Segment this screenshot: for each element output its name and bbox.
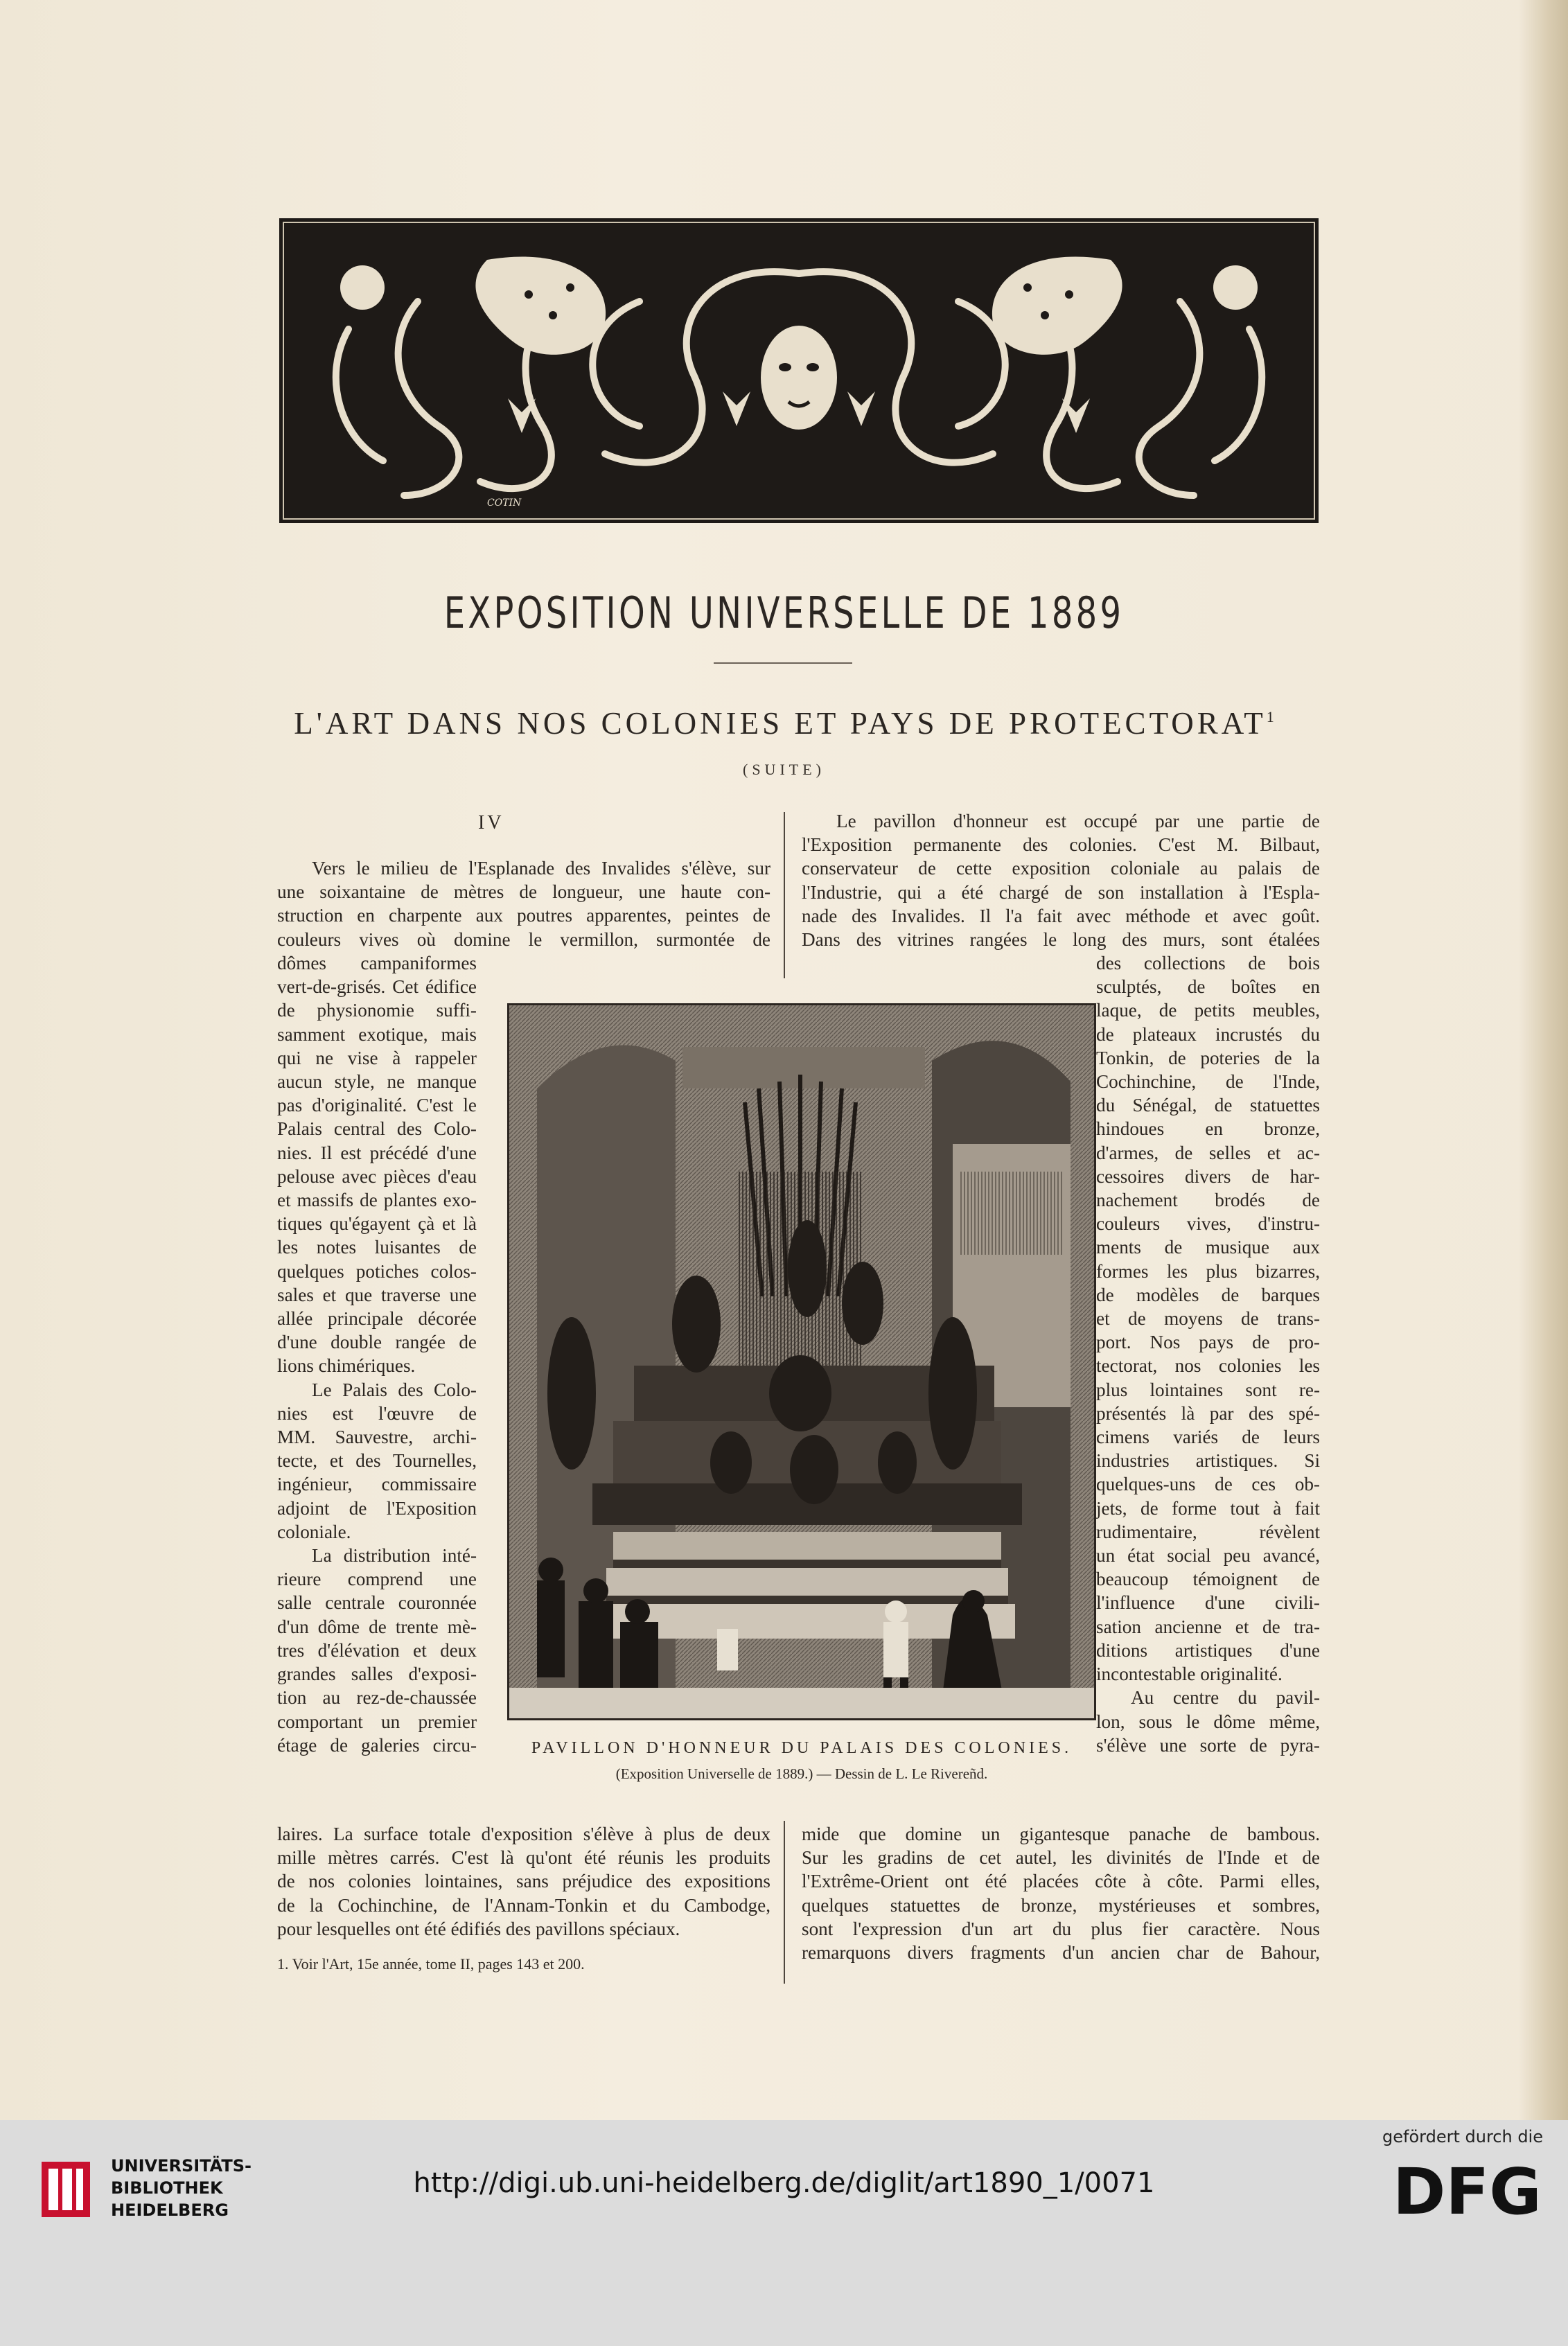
text-line: l'Industrie, qui a été chargé de son installation à l'Espla- bbox=[802, 881, 1320, 903]
text-line: Au centre du pavil- bbox=[1131, 1687, 1320, 1709]
figure-engraving bbox=[507, 1003, 1096, 1720]
section-number: IV bbox=[478, 812, 504, 834]
right-column-top bbox=[802, 809, 1320, 951]
text-line: struction en charpente aux poutres apparentes, peintes de bbox=[277, 905, 770, 926]
text-line: pas d'originalité. C'est le bbox=[277, 1095, 477, 1116]
subtitle-footnote-mark: 1 bbox=[1266, 708, 1274, 725]
text-line: hindoues en bronze, bbox=[1096, 1118, 1320, 1140]
figure-caption: PAVILLON D'HONNEUR DU PALAIS DES COLONIES. bbox=[531, 1739, 1073, 1757]
text-line: cimens variés de leurs bbox=[1096, 1427, 1320, 1448]
text-line: de physionomie suffi- bbox=[277, 1000, 477, 1021]
text-line: grandes salles d'exposi- bbox=[277, 1664, 477, 1685]
text-line: rudimentaire, révèlent bbox=[1096, 1521, 1320, 1542]
dfg-logo-icon bbox=[1393, 2158, 1545, 2221]
right-column-bottom bbox=[802, 1822, 1320, 1964]
engraver-signature: COTIN bbox=[487, 497, 522, 509]
text-line: formes les plus bizarres, bbox=[1096, 1260, 1320, 1282]
page-edge-shadow bbox=[1519, 0, 1568, 2120]
text-line: incontestable originalité. bbox=[1096, 1664, 1283, 1685]
subtitle-text: L'ART DANS NOS COLONIES ET PAYS DE PROTECTORAT bbox=[294, 706, 1267, 741]
text-line: industries artistiques. Si bbox=[1096, 1450, 1320, 1472]
left-column-bottom bbox=[277, 1822, 770, 1941]
text-line: vert-de-grisés. Cet édifice bbox=[277, 976, 477, 998]
text-line: pour lesquelles ont été édifiés des pavillons spéciaux. bbox=[277, 1918, 680, 1939]
text-line: l'Exposition permanente des colonies. C'est M. Bilbaut, bbox=[802, 834, 1320, 856]
text-line: Le pavillon d'honneur est occupé par une partie de bbox=[836, 811, 1320, 831]
text-line: qui ne vise à rappeler bbox=[277, 1047, 477, 1068]
text-line: port. Nos pays de pro- bbox=[1096, 1332, 1320, 1353]
right-column-narrow bbox=[1096, 951, 1320, 1757]
text-line: aucun style, ne manque bbox=[277, 1071, 477, 1093]
text-line: rieure comprend une bbox=[277, 1569, 477, 1590]
text-line: Vers le milieu de l'Esplanade des Invalides s'élève, sur bbox=[312, 858, 770, 879]
text-line: Sur les gradins de cet autel, les divinités de l'Inde et de bbox=[802, 1847, 1320, 1869]
text-line: beaucoup témoignent de bbox=[1096, 1569, 1320, 1590]
text-line: nade des Invalides. Il l'a fait avec méthode et avec goût. bbox=[802, 905, 1320, 926]
text-line: mille mètres carrés. C'est là qu'ont été réunis les produits bbox=[277, 1847, 770, 1869]
text-line: du Sénégal, de statuettes bbox=[1096, 1095, 1320, 1116]
column-divider-bottom bbox=[784, 1821, 785, 1984]
text-line: ingénieur, commissaire bbox=[277, 1474, 477, 1495]
text-line: adjoint de l'Exposition bbox=[277, 1497, 477, 1519]
text-line: laque, de petits meubles, bbox=[1096, 1000, 1320, 1021]
text-line: nies. Il est précédé d'une bbox=[277, 1142, 477, 1163]
text-line: Le Palais des Colo- bbox=[312, 1379, 477, 1400]
text-line: étage de galeries circu- bbox=[277, 1734, 477, 1756]
text-line: une soixantaine de mètres de longueur, une haute con- bbox=[277, 881, 770, 903]
text-line: lions chimériques. bbox=[277, 1355, 416, 1377]
ornament-engraving bbox=[279, 218, 1319, 523]
pavilion-illustration bbox=[509, 1005, 1096, 1720]
text-line: La distribution inté- bbox=[312, 1545, 477, 1567]
text-line: et massifs de plantes exo- bbox=[277, 1190, 477, 1211]
library-name-line: BIBLIOTHEK bbox=[111, 2178, 223, 2198]
text-line: remarquons divers fragments d'un ancien char de Bahour, bbox=[802, 1942, 1320, 1964]
left-column-top bbox=[277, 856, 770, 951]
text-line: comportant un premier bbox=[277, 1711, 477, 1732]
text-line: de modèles de barques bbox=[1096, 1284, 1320, 1305]
continuation-label: (SUITE) bbox=[743, 761, 825, 778]
text-line: tiques qu'égayent çà et là bbox=[277, 1213, 477, 1235]
text-line: salle centrale couronnée bbox=[277, 1592, 477, 1614]
library-name-line: UNIVERSITÄTS- bbox=[111, 2156, 252, 2176]
text-line: ditions artistiques d'une bbox=[1096, 1639, 1320, 1661]
library-name-line: HEIDELBERG bbox=[111, 2201, 229, 2220]
text-line: de nos colonies lointaines, sans préjudice des expositions bbox=[277, 1871, 770, 1892]
text-line: sation ancienne et de tra- bbox=[1096, 1616, 1320, 1637]
column-divider-top bbox=[784, 812, 785, 978]
text-line: d'une double rangée de bbox=[277, 1332, 477, 1353]
text-line: s'élève une sorte de pyra- bbox=[1096, 1734, 1320, 1756]
text-line: tion au rez-de-chaussée bbox=[277, 1687, 477, 1709]
text-line: conservateur de cette exposition coloniale au palais de bbox=[802, 858, 1320, 879]
text-line: MM. Sauvestre, archi- bbox=[277, 1427, 477, 1448]
dfg-logo-text: DFG bbox=[1393, 2158, 1542, 2221]
text-line: pelouse avec pièces d'eau bbox=[277, 1165, 477, 1187]
text-line: tectorat, nos colonies les bbox=[1096, 1355, 1320, 1377]
text-line: nachement brodés de bbox=[1096, 1190, 1320, 1211]
text-line: couleurs vives où domine le vermillon, surmontée de bbox=[277, 928, 770, 950]
text-line: jets, de forme tout à fait bbox=[1096, 1497, 1320, 1519]
figure-credit: (Exposition Universelle de 1889.) — Dessin de L. Le Rivereñd. bbox=[615, 1765, 988, 1782]
text-line: laires. La surface totale d'exposition s'élève à plus de deux bbox=[277, 1824, 770, 1844]
text-line: Palais central des Colo- bbox=[277, 1118, 477, 1140]
text-line: mide que domine un gigantesque panache de bambous. bbox=[802, 1824, 1320, 1844]
text-line: quelques statuettes de bronze, mystérieuses et sombres, bbox=[802, 1894, 1320, 1916]
permalink-url[interactable]: http://digi.ub.uni-heidelberg.de/diglit/art1890_1/0071 bbox=[413, 2167, 1155, 2199]
text-line: sales et que traverse une bbox=[277, 1284, 477, 1305]
text-line: ments de musique aux bbox=[1096, 1237, 1320, 1258]
text-line: dômes campaniformes bbox=[277, 953, 477, 973]
text-line: coloniale. bbox=[277, 1521, 351, 1542]
text-line: et de moyens de trans- bbox=[1096, 1308, 1320, 1330]
article-title: EXPOSITION UNIVERSELLE DE 1889 bbox=[443, 588, 1125, 638]
text-line: quelques-uns de ces ob- bbox=[1096, 1474, 1320, 1495]
text-line: quelques potiches colos- bbox=[277, 1260, 477, 1282]
text-line: Tonkin, de poteries de la bbox=[1096, 1047, 1320, 1068]
text-line: plus lointaines sont re- bbox=[1096, 1379, 1320, 1400]
text-line: nies est l'œuvre de bbox=[277, 1402, 477, 1424]
text-line: l'influence d'une civili- bbox=[1096, 1592, 1320, 1614]
text-line: un état social peu avancé, bbox=[1096, 1545, 1320, 1567]
footer-bar bbox=[0, 2120, 1568, 2346]
text-line: Dans des vitrines rangées le long des murs, sont étalées bbox=[802, 929, 1320, 951]
text-line: allée principale décorée bbox=[277, 1308, 477, 1330]
text-line: de plateaux incrustés du bbox=[1096, 1023, 1320, 1045]
text-line: de la Cochinchine, de l'Annam-Tonkin et du Cambodge, bbox=[277, 1894, 770, 1916]
text-line: présentés là par des spé- bbox=[1096, 1402, 1320, 1424]
text-line: les notes luisantes de bbox=[277, 1237, 477, 1258]
text-line: d'armes, de selles et ac- bbox=[1096, 1142, 1320, 1163]
footnote: 1. Voir l'Art, 15e année, tome II, pages 143 et 200. bbox=[277, 1955, 585, 1973]
header-ornament bbox=[279, 218, 1319, 523]
left-column-narrow bbox=[277, 951, 477, 1757]
text-line: couleurs vives, d'instru- bbox=[1096, 1213, 1320, 1235]
text-line: tecte, et des Tournelles, bbox=[277, 1450, 477, 1472]
text-line: lon, sous le dôme même, bbox=[1096, 1711, 1320, 1732]
text-line: Cochinchine, de l'Inde, bbox=[1096, 1071, 1320, 1093]
text-line: l'Extrême-Orient ont été placées côte à côte. Parmi elles, bbox=[802, 1871, 1320, 1892]
text-line: des collections de bois bbox=[1096, 953, 1320, 973]
text-line: d'un dôme de trente mè- bbox=[277, 1616, 477, 1637]
article-subtitle bbox=[0, 705, 1568, 741]
text-line: cessoires divers de har- bbox=[1096, 1165, 1320, 1187]
text-line: samment exotique, mais bbox=[277, 1023, 477, 1045]
text-line: sont l'expression d'un art du plus fier caractère. Nous bbox=[802, 1918, 1320, 1939]
text-line: sculptés, de boîtes en bbox=[1096, 976, 1320, 998]
text-line: tres d'élévation et deux bbox=[277, 1639, 477, 1661]
funding-text: gefördert durch die bbox=[1382, 2127, 1543, 2146]
title-divider bbox=[714, 662, 852, 664]
